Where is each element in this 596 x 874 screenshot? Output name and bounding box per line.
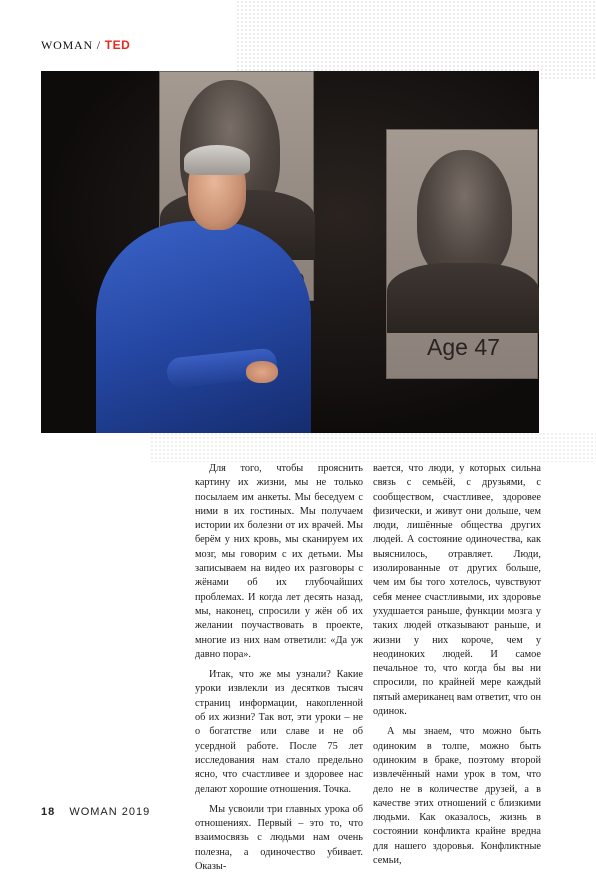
speaker-shirt <box>96 221 311 433</box>
projected-portrait-older <box>386 129 538 379</box>
age-label-right: Age 47 <box>427 334 500 360</box>
speaker-hand <box>246 361 278 383</box>
article-paragraph: Итак, что же мы узнали? Какие уроки извлекли из десятков тысяч страниц информации, накопленной об их жизни? Так вот, эти уроки – не о богатстве или славе и не об усердной работе. После 75 лет исследования нам стало предельно ясно, что счастливее и здоровее нас делают хорошие отношения. Точка. <box>195 669 363 795</box>
speaker-photo <box>41 71 539 433</box>
header-separator: / <box>93 38 105 52</box>
halftone-texture <box>150 432 596 462</box>
section-header <box>41 38 130 53</box>
page-footer <box>41 806 150 818</box>
article-paragraph: Для того, чтобы прояснить картину их жизни, мы не только посылаем им анкеты. Мы беседуем с ними в их гостиных. Мы получаем истории их болезни от их врачей. Мы берём у них кровь, мы сканируем их мозг, мы говорим с их детьми. Мы записываем на видео их разговоры с жёнами об их глубочайших проблемах. И когда лет десять назад, мы, наконец, спросили у жён об их желании поучаствовать в проекте, многие из них нам ответили: «Да уж давно пора». <box>195 463 363 660</box>
article-paragraph: Мы усвоили три главных урока об отношениях. Первый – это то, что взаимосвязь с людьми нам очень полезна, а одиночество убивает. Оказы- <box>195 803 363 873</box>
article-paragraph: вается, что люди, у которых сильна связь с семьёй, с друзьями, с сообществом, счастливее, здоровее физически, и живут они дольше, чем люди, лишённые общества других людей. А состояние одиночества, как выяснилось, отравляет. Люди, изолированные от других больше, чем им бы того хотелось, чувствуют себя менее счастливыми, их здоровье ухудшается раньше, функции мозга у таких людей отказывают раньше, и жизни у них короче, чем у неодиноких людей. И самое печальное то, что когда бы вы ни спросили, по крайней мере каждый пятый американец вам ответит, что он одинок. <box>373 463 541 718</box>
portrait-shoulders <box>387 263 539 333</box>
article-paragraph: А мы знаем, что можно быть одиноким в толпе, можно быть одиноким в браке, поэтому второй извлечённый нами урок в том, что дело не в количестве друзей, а в качестве этих отношений с близкими людьми. Как оказалось, жизнь в состоянии конфликта крайне вредна для нашего здоровья. Конфликтные семьи, <box>373 726 541 867</box>
article-column-2 <box>373 462 541 868</box>
section-name: TED <box>104 38 131 52</box>
portrait-face <box>417 150 512 280</box>
speaker-hair <box>184 145 250 175</box>
issue-label: WOMAN 2019 <box>69 806 151 818</box>
halftone-texture <box>236 0 596 80</box>
article-column-1 <box>195 462 363 874</box>
page-number: 18 <box>41 806 56 818</box>
brand-name: WOMAN <box>41 38 93 52</box>
